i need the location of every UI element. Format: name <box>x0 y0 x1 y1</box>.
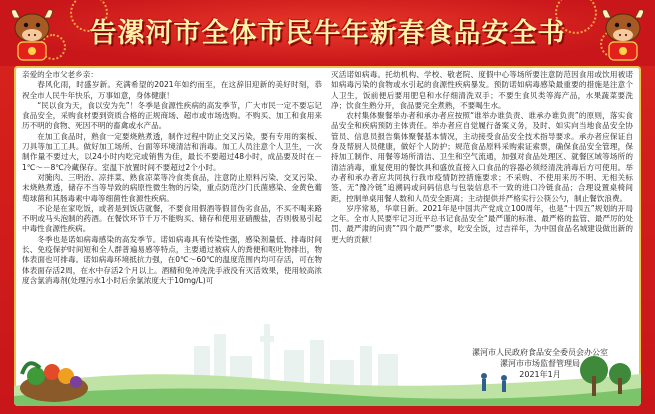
letter-paragraph: 在加工食品时，熟食一定要烧熟煮透，制作过程中防止交叉污染，要有专用的案板、刀具等加工工具。做好加工场所、台面等环境清洁和消毒。加工人员注意个人卫生，一次制作量不要过大，以24小时内吃完或销售为佳，最长不要超过48小时，成品要及时在－1℃～－8℃冷藏保存。室温下放置时间不要超过2个小时。 <box>22 131 322 172</box>
letter-paragraph: 不论是在家吃饭，或者是到饭店就餐，不要食用假酒等假冒伪劣食品，不买不喝来路不明或马头泡制的药酒。在餐饮环节千万不能购买、储存和使用亚硝酸盐，否则极易引起中毒性食源性疾病。 <box>22 203 322 234</box>
letter-signature <box>454 347 626 380</box>
letter-paragraph: 岁序常易，华章日新。2021年是中国共产党成立100周年，也是“十四五”规划的开局之年。全市人民要牢记习近平总书记食品安全“最严谨的标准、最严格的监管、最严厉的处罚、最严肃的问责”“四个最严”要求，吃安全饭，过吉祥年，为中国食品名城建设做出新的更大的贡献！ <box>331 203 633 244</box>
letter-paragraph: 对腌肉、三明治、凉拌菜、熟食凉菜等冷食类食品，注意防止原料污染、交叉污染、未烧熟煮透，储存不当等导致的病原性微生物的污染，重点防范沙门氏菌感染、金黄色葡萄球菌和其肠毒素中毒等细菌性食源性疾病。 <box>22 172 322 203</box>
letter-panel <box>14 66 641 406</box>
letter-paragraph: 灭活诺如病毒。托幼机构、学校、敬老院、度假中心等场所要注意防范因食用或饮用被诺如病毒污染的食物或水引起的食源性疾病暴发。预防诺如病毒感染最重要的措施是注意个人卫生，饭前便后要用肥皂和水仔细清洗双手；不要生食贝类等海产品，水果蔬菜要洗净；饮食生熟分开，食品要完全煮熟，不要喝生水。 <box>331 70 633 110</box>
letter-paragraph: 冬季也是诺如病毒感染的高发季节。诺如病毒具有传染性强，感染剂量低、排毒时间长、免疫保护时间短和全人群普遍易感等特点，主要通过被病人的粪便和呕吐物排出，物体表面也可排毒。诺如病毒环境抵抗力强，在0℃～60℃的温度范围内均可存活，可在物体表面存活2周，在水中存活2个月以上。酒精和免冲洗洗手液没有灭活效果，使用较高浓度含氯消毒剂(处理污水1小时后余氯浓度大于10mg/L)可 <box>22 234 322 285</box>
page-title: 告漯河市全体市民牛年新春食品安全书 <box>89 18 566 49</box>
ox-mascot-icon <box>595 4 651 64</box>
letter-paragraph: “民以食为天，食以安为先”！冬季是食源性疾病的高发季节，广大市民一定不要忘记食品安全，采购食材要到资质合格的正规商场、超市或市场选购。不购买、加工和食用来历不明的食物、死因不明的畜禽或水产品。 <box>22 100 322 131</box>
signature-org-2: 漯河市市场监督管理局 <box>500 359 580 368</box>
header-banner <box>0 0 655 66</box>
signature-org-1: 漯河市人民政府食品安全委员会办公室 <box>472 348 608 357</box>
letter-paragraph: 春风化雨，时盛岁新。充满希望的2021年如约而至，在这辞旧迎新的美好时刻，恭祝全市人民牛年快乐，万事如意，身体健康！ <box>22 80 322 100</box>
vegetable-basket-icon <box>20 363 88 402</box>
letter-right-column <box>331 70 633 245</box>
ox-mascot-icon <box>4 4 60 64</box>
letter-paragraph: 农村集体聚餐举办者和承办者应按照“谁举办谁负责、谁承办谁负责”的原则，落实食品安全和疾病预防主体责任。举办者应自觉履行备案义务，及时、如实向当地食品安全协管员、信息员报告集体聚餐基本情况，主动接受食品安全技术指导要求。承办者应保证自身及帮厨人员健康，做好个人防护；规范食品原料采购索证索票，确保食品安全管理，保持加工制作、用餐等场所清洁、卫生和空气流通，加强对食品处理区、就餐区域等场所的清洁消毒，重复使用的餐饮具和盛放直接入口食品的容器必须经清洗消毒后方可使用。举办者和承办者应共同执行我市疫情防控措施要求；不采购、不使用来历不明、无相关标签、无“豫冷链”追溯码或问码信息与包装信息不一致的进口冷链食品；合理设置桌椅间距，控制单桌用餐人数和人员安全距离；主动提供并严格实行公筷公勺，制止餐饮浪费。 <box>331 111 633 203</box>
letter-greeting: 亲爱的全市父老乡亲： <box>22 70 98 79</box>
letter-left-column <box>22 70 322 286</box>
signature-date: 2021年1月 <box>519 370 561 379</box>
